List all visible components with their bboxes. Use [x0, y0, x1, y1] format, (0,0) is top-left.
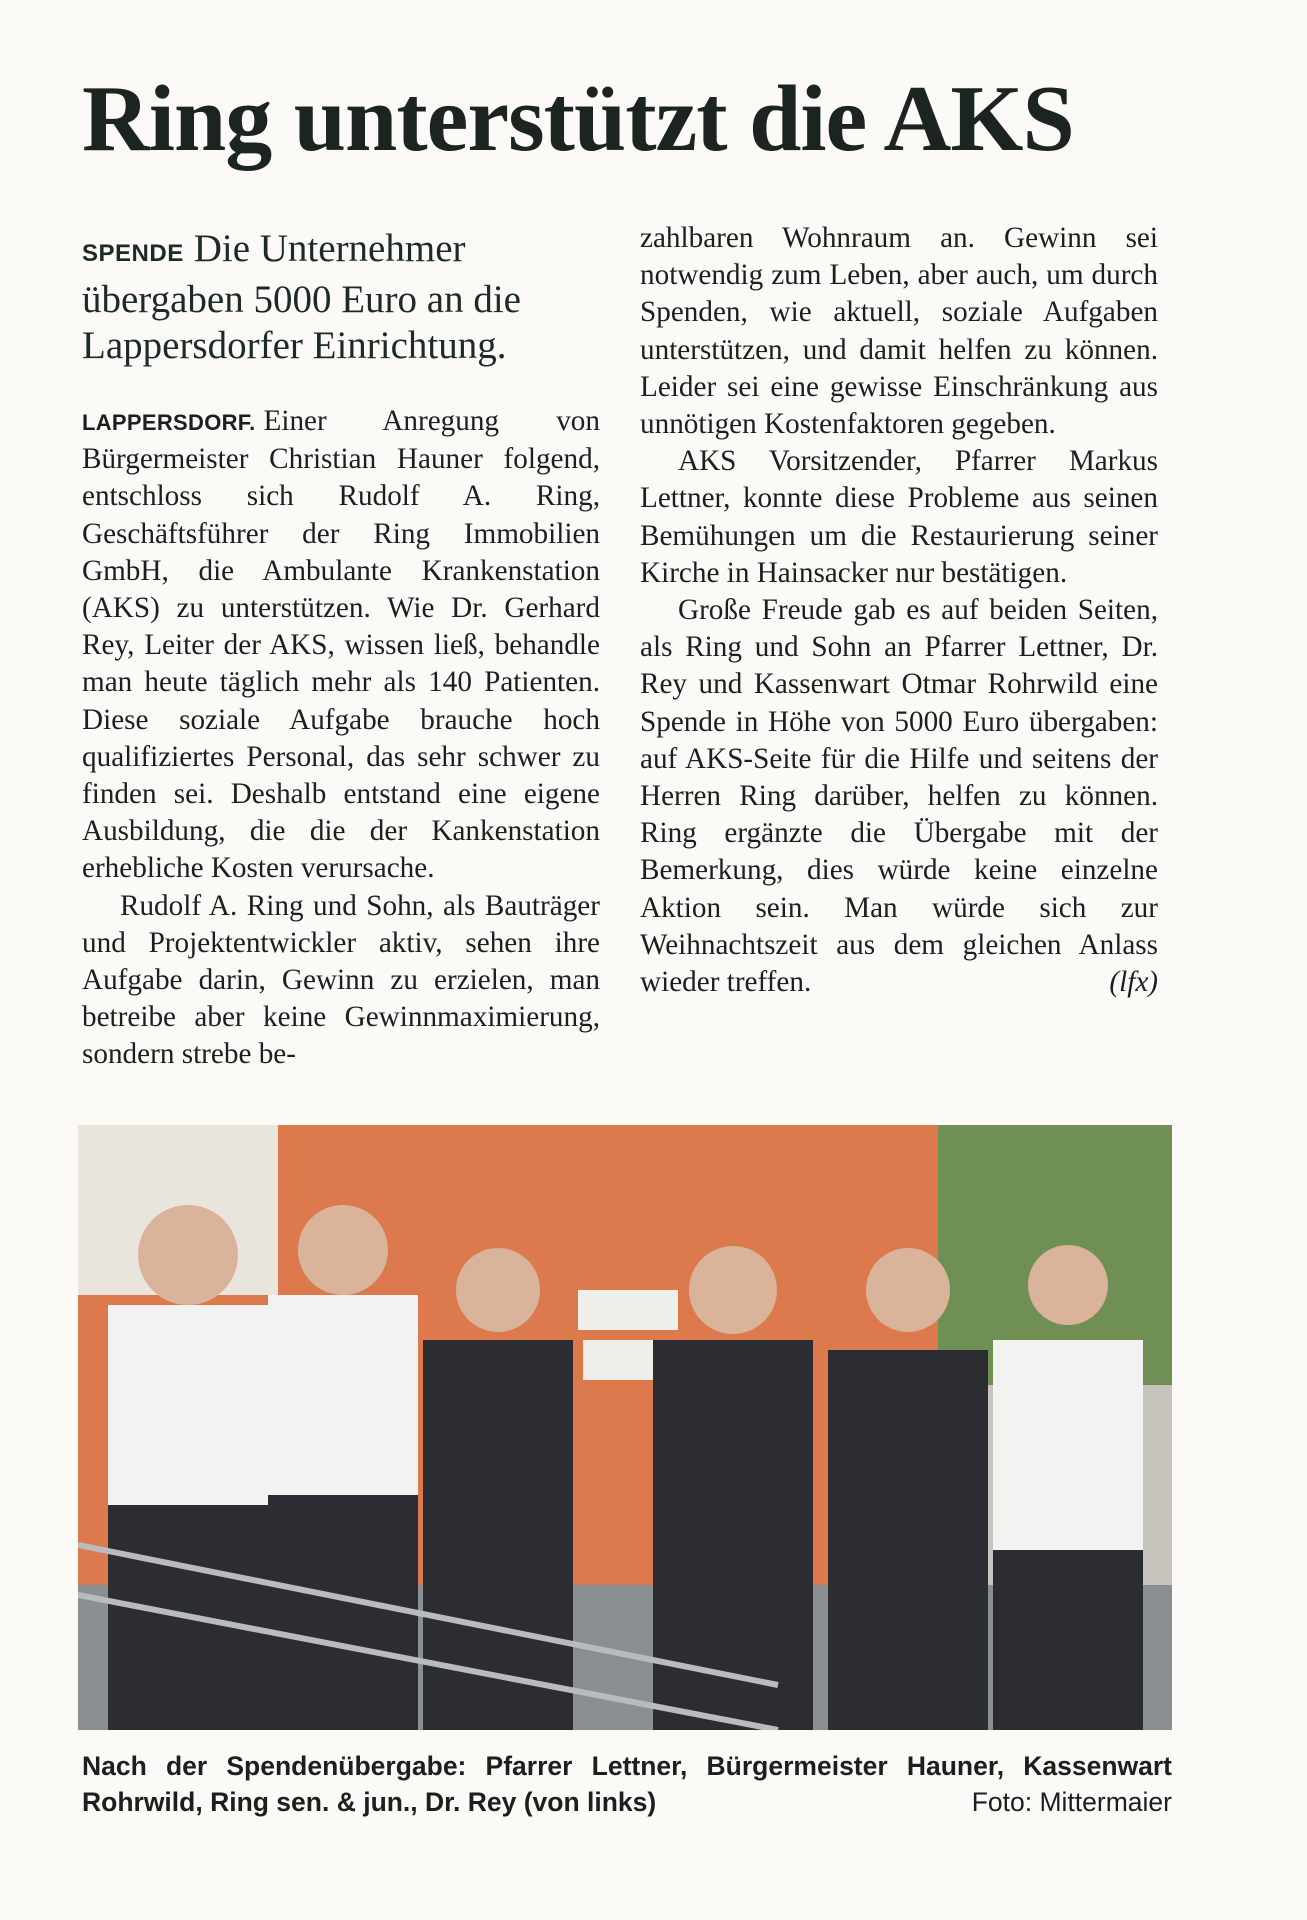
- paragraph: Rudolf A. Ring und Sohn, als Bauträger und Projektentwickler aktiv, sehen ihre Aufgabe darin, Gewinn zu erzielen, man betreibe aber keine Gewinnmaximierung, sondern strebe be-: [82, 889, 600, 1071]
- headline: Ring unterstützt die AKS: [82, 67, 1074, 171]
- paragraph-text: Große Freude gab es auf beiden Seiten, als Ring und Sohn an Pfarrer Lettner, Dr. Rey und Kassenwart Otmar Rohrwild eine Spende in Höhe von 5000 Euro übergaben: auf AKS-Seite für die Hilfe und seitens der Herren Ring darüber, helfen zu können. Ring ergänzte die Übergabe mit der Bemerkung, dies würde keine einzelne Aktion sein. Man würde sich zur Weihnachtszeit aus dem gleichen Anlass wieder treffen.: [640, 594, 1158, 999]
- article-column-left: [82, 220, 600, 1110]
- article-photo: [78, 1125, 1172, 1730]
- paragraph: zahlbaren Wohnraum an. Gewinn sei notwendig zum Leben, aber auch, um durch Spenden, wie aktuell, soziale Aufgaben unterstützen, und damit helfen zu können. Leider sei eine gewisse Einschränkung aus unnötigen Kostenfaktoren gegeben.: [640, 222, 1158, 441]
- subhead-text: Die Unternehmer übergaben 5000 Euro an die Lappersdorfer Einrichtung.: [82, 227, 521, 367]
- paragraph: AKS Vorsitzender, Pfarrer Markus Lettner, konnte diese Probleme aus seinen Bemühungen um die Restaurierung seiner Kirche in Hainsacker nur bestätigen.: [640, 445, 1158, 589]
- photo-caption: [82, 1748, 1172, 1820]
- dateline: LAPPERSDORF.: [82, 410, 256, 435]
- paragraph: [82, 403, 600, 888]
- photo-credit: Foto: Mittermaier: [971, 1787, 1172, 1817]
- kicker: SPENDE: [82, 240, 184, 267]
- author-signature: (lfx): [1109, 966, 1158, 999]
- paragraph-text: Einer Anregung von Bürgermeister Christian Hauner folgend, entschloss sich Rudolf A. Ring, Geschäftsführer der Ring Immobilien GmbH, die Ambulante Krankenstation (AKS) zu unterstützen. Wie Dr. Gerhard Rey, Leiter der AKS, wissen ließ, behandle man heute täglich mehr als 140 Patienten. Diese soziale Aufgabe brauche hoch qualifiziertes Personal, das sehr schwer zu finden sei. Deshalb entstand eine eigene Ausbildung, die die der Kankenstation erhebliche Kosten verursache.: [82, 405, 600, 885]
- caption-text: Nach der Spendenübergabe: Pfarrer Lettner, Bürgermeister Hauner, Kassenwart Rohrwild, Ring sen. & jun., Dr. Rey (von links): [82, 1751, 1172, 1817]
- group-photo-illustration: [78, 1125, 1172, 1730]
- article-column-right: [640, 220, 1158, 1110]
- paragraph: [640, 592, 1158, 1001]
- subhead: [82, 226, 600, 369]
